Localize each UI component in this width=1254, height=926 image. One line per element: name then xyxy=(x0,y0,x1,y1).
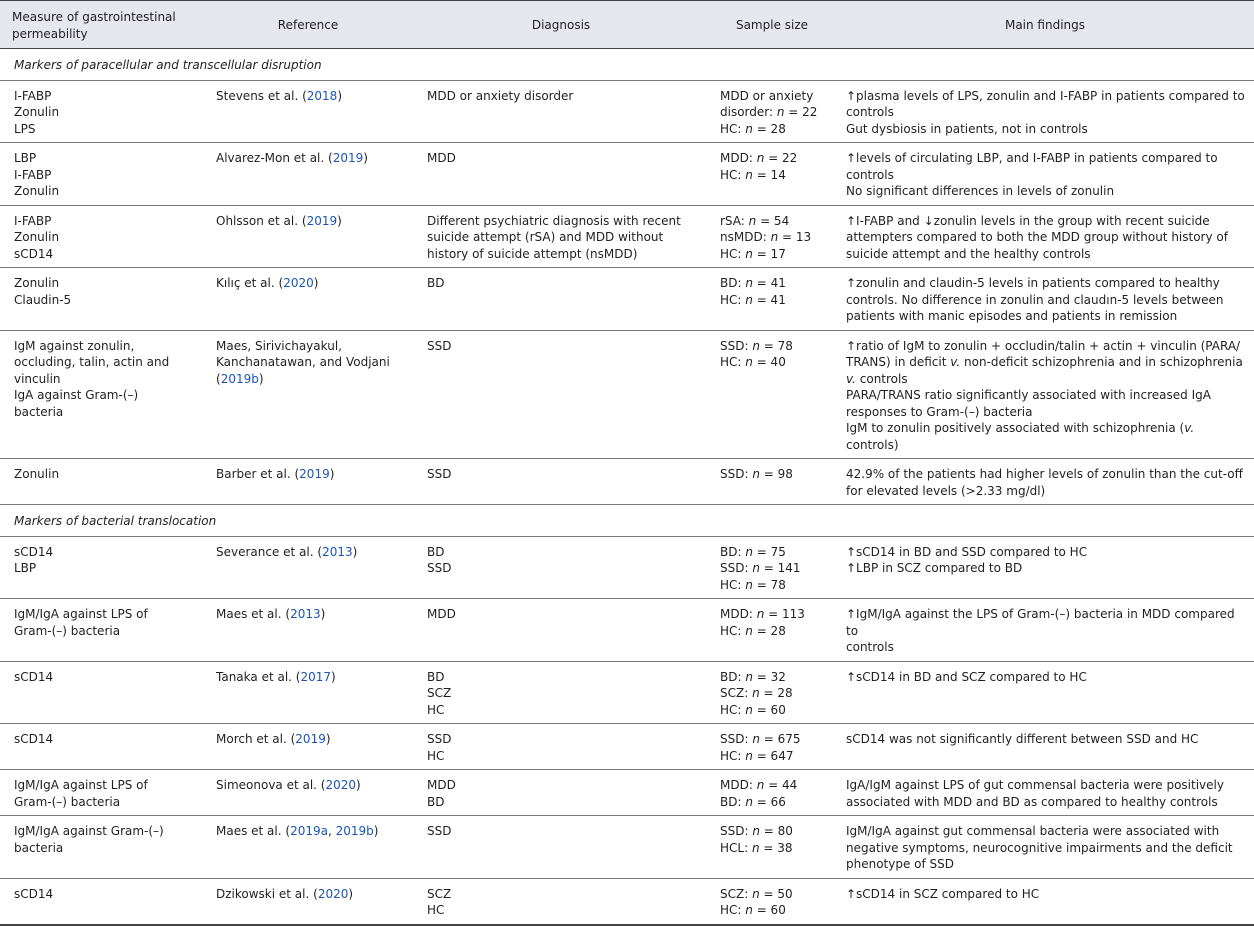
sample-line: BD: n = 66 xyxy=(720,794,786,809)
reference-citation: Morch et al. (2019) xyxy=(216,732,331,746)
diagnosis-cell xyxy=(414,661,708,724)
n-symbol: n xyxy=(756,778,765,792)
diagnosis-cell xyxy=(414,205,708,268)
reference-citation: Maes et al. (2013) xyxy=(216,607,326,621)
reference-cell xyxy=(202,816,414,879)
n-symbol: n xyxy=(745,623,753,638)
sample-size-cell xyxy=(708,205,836,268)
reference-cell xyxy=(202,459,414,505)
sample-line: SSD: n = 141 xyxy=(720,561,801,575)
sample-line: HC: n = 41 xyxy=(720,292,786,307)
reference-year-link: 2017 xyxy=(300,669,332,684)
versus-abbrev: v. xyxy=(846,371,856,386)
reference-cell xyxy=(202,205,414,268)
sample-line: nsMDD: n = 13 xyxy=(720,230,812,244)
findings-cell xyxy=(836,268,1254,331)
sample-line: SCZ: n = 28 xyxy=(720,686,793,700)
header-row xyxy=(0,1,1254,49)
measure-line: sCD14 xyxy=(14,246,54,261)
sample-line: HC: n = 28 xyxy=(720,623,786,638)
finding-line: associated with MDD and BD as compared to healthy controls xyxy=(846,794,1218,809)
diagnosis-line: HC xyxy=(427,702,445,717)
table-row xyxy=(0,878,1254,925)
measure-cell xyxy=(0,661,202,724)
measure-line: Claudin-5 xyxy=(14,292,72,307)
findings-cell xyxy=(836,536,1254,599)
findings-cell xyxy=(836,143,1254,206)
n-symbol: n xyxy=(756,607,765,621)
reference-year-link: 2020 xyxy=(283,276,314,290)
sample-line: MDD: n = 22 xyxy=(720,151,798,165)
table-row xyxy=(0,816,1254,879)
finding-line: Gut dysbiosis in patients, not in controls xyxy=(846,121,1088,136)
sample-size-cell xyxy=(708,536,836,599)
sample-size-cell xyxy=(708,330,836,459)
header-sample-size: Sample size xyxy=(708,1,836,49)
diagnosis-line: MDD xyxy=(427,151,456,165)
diagnosis-line: SSD xyxy=(427,338,452,353)
reference-year-link: 2019a xyxy=(290,824,328,838)
findings-cell xyxy=(836,661,1254,724)
finding-line: controls) xyxy=(846,437,899,452)
sample-line: MDD or anxiety xyxy=(720,88,814,103)
sample-line: HC: n = 60 xyxy=(720,702,786,717)
n-symbol: n xyxy=(745,794,753,809)
findings-cell xyxy=(836,459,1254,505)
sample-line: HC: n = 60 xyxy=(720,903,786,917)
measure-cell xyxy=(0,459,202,505)
finding-line: controls xyxy=(846,167,894,182)
reference-year-link: 2019b xyxy=(335,824,374,838)
measure-line: LBP xyxy=(14,151,37,165)
reference-citation: Maes et al. (2019a, 2019b) xyxy=(216,824,379,838)
table-row xyxy=(0,459,1254,505)
finding-line: controls xyxy=(846,640,894,654)
finding-line: ↑I-FABP and ↓zonulin levels in the group with recent suicide xyxy=(846,213,1210,228)
reference-line: Kanchanatawan, and Vodjani xyxy=(216,355,390,369)
sample-line: SSD: n = 98 xyxy=(720,467,793,481)
reference-citation: Simeonova et al. (2020) xyxy=(216,778,361,792)
diagnosis-cell xyxy=(414,536,708,599)
measure-line: sCD14 xyxy=(14,732,54,746)
reference-line: Maes, Sirivichayakul, xyxy=(216,338,342,353)
n-symbol: n xyxy=(752,686,760,700)
reference-year-link: 2013 xyxy=(322,544,353,559)
finding-line: PARA/TRANS ratio significantly associated with increased IgA xyxy=(846,388,1211,402)
header-main-findings: Main findings xyxy=(836,1,1254,49)
diagnosis-cell xyxy=(414,143,708,206)
diagnosis-line: history of suicide attempt (nsMDD) xyxy=(427,246,638,261)
diagnosis-cell xyxy=(414,878,708,925)
sample-line: HC: n = 14 xyxy=(720,167,786,182)
diagnosis-line: BD xyxy=(427,794,445,809)
n-symbol: n xyxy=(745,669,753,684)
reference-year-link: 2020 xyxy=(317,886,349,901)
n-symbol: n xyxy=(776,105,785,119)
measure-line: IgM against zonulin, xyxy=(14,338,135,353)
measure-line: I-FABP xyxy=(14,88,52,103)
sample-line: BD: n = 75 xyxy=(720,544,786,559)
finding-line: for elevated levels (>2.33 mg/dl) xyxy=(846,483,1046,498)
sample-size-cell xyxy=(708,143,836,206)
finding-line: responses to Gram-(–) bacteria xyxy=(846,404,1033,419)
reference-citation: Alvarez-Mon et al. (2019) xyxy=(216,151,368,165)
measure-line: IgM/IgA against Gram-(–) xyxy=(14,824,164,838)
measure-line: IgM/IgA against LPS of xyxy=(14,778,148,792)
measure-cell xyxy=(0,80,202,143)
section-row xyxy=(0,505,1254,537)
reference-citation: (2019b) xyxy=(216,371,264,386)
measure-line: Zonulin xyxy=(14,276,60,290)
reference-year-link: 2020 xyxy=(325,778,357,792)
sample-line: BD: n = 32 xyxy=(720,669,786,684)
n-symbol: n xyxy=(745,292,753,307)
finding-line: controls. No difference in zonulin and claudın-5 levels between xyxy=(846,292,1224,307)
measure-line: LBP xyxy=(14,561,37,575)
finding-line: sCD14 was not significantly different between SSD and HC xyxy=(846,732,1199,746)
reference-year-link: 2019 xyxy=(306,213,338,228)
sample-line: SSD: n = 675 xyxy=(720,732,801,746)
reference-cell xyxy=(202,770,414,816)
table-row xyxy=(0,205,1254,268)
n-symbol: n xyxy=(752,561,760,575)
measure-line: LPS xyxy=(14,121,36,136)
measure-line: sCD14 xyxy=(14,669,54,684)
sample-size-cell xyxy=(708,661,836,724)
sample-size-cell xyxy=(708,80,836,143)
diagnosis-line: HC xyxy=(427,903,445,917)
diagnosis-line: suicide attempt (rSA) and MDD without xyxy=(427,230,664,244)
diagnosis-cell xyxy=(414,816,708,879)
finding-line: ↑plasma levels of LPS, zonulin and I-FABP in patients compared to xyxy=(846,88,1245,103)
reference-citation: Severance et al. (2013) xyxy=(216,544,358,559)
measure-line: bacteria xyxy=(14,840,64,855)
reference-citation: Tanaka et al. (2017) xyxy=(216,669,336,684)
n-symbol: n xyxy=(751,840,760,855)
measure-cell xyxy=(0,599,202,662)
table-row xyxy=(0,268,1254,331)
measure-cell xyxy=(0,143,202,206)
measure-line: sCD14 xyxy=(14,544,54,559)
diagnosis-line: MDD xyxy=(427,778,456,792)
reference-cell xyxy=(202,268,414,331)
table-row xyxy=(0,80,1254,143)
table-row xyxy=(0,143,1254,206)
diagnosis-cell xyxy=(414,770,708,816)
finding-line: phenotype of SSD xyxy=(846,857,955,871)
reference-cell xyxy=(202,80,414,143)
sample-line: HC: n = 78 xyxy=(720,577,786,592)
measure-line: vinculin xyxy=(14,371,61,386)
sample-line: BD: n = 41 xyxy=(720,276,786,290)
sample-line: MDD: n = 113 xyxy=(720,607,805,621)
n-symbol: n xyxy=(745,121,753,136)
n-symbol: n xyxy=(756,151,765,165)
reference-year-link: 2019b xyxy=(220,371,259,386)
n-symbol: n xyxy=(745,167,753,182)
measure-line: IgA against Gram-(–) xyxy=(14,388,139,402)
diagnosis-cell xyxy=(414,80,708,143)
diagnosis-cell xyxy=(414,459,708,505)
sample-size-cell xyxy=(708,459,836,505)
reference-year-link: 2013 xyxy=(290,607,321,621)
finding-line: ↑IgM/IgA against the LPS of Gram-(–) bacteria in MDD compared to xyxy=(846,607,1235,638)
n-symbol: n xyxy=(752,886,760,901)
sample-line: HC: n = 17 xyxy=(720,246,786,261)
reference-year-link: 2019 xyxy=(299,467,330,481)
measure-cell xyxy=(0,770,202,816)
sample-line: MDD: n = 44 xyxy=(720,778,798,792)
diagnosis-cell xyxy=(414,330,708,459)
finding-line: ↑levels of circulating LBP, and I-FABP in patients compared to xyxy=(846,151,1218,165)
reference-citation: Ohlsson et al. (2019) xyxy=(216,213,342,228)
sample-line: disorder: n = 22 xyxy=(720,105,818,119)
finding-line: ↑sCD14 in SCZ compared to HC xyxy=(846,886,1040,901)
findings-cell xyxy=(836,816,1254,879)
reference-cell xyxy=(202,878,414,925)
table-row xyxy=(0,661,1254,724)
diagnosis-line: BD xyxy=(427,276,445,290)
diagnosis-line: HC xyxy=(427,748,445,763)
findings-cell xyxy=(836,599,1254,662)
n-symbol: n xyxy=(752,338,760,353)
versus-abbrev: v. xyxy=(1184,421,1195,435)
diagnosis-cell xyxy=(414,724,708,770)
diagnosis-line: SSD xyxy=(427,561,452,575)
finding-line: ↑sCD14 in BD and SCZ compared to HC xyxy=(846,669,1087,684)
reference-cell xyxy=(202,661,414,724)
measure-cell xyxy=(0,724,202,770)
reference-year-link: 2019 xyxy=(332,151,364,165)
measure-cell xyxy=(0,878,202,925)
finding-line: ↑ratio of IgM to zonulin + occludin/talin + actin + vinculin (PARA/ xyxy=(846,338,1241,353)
sample-line: SCZ: n = 50 xyxy=(720,886,793,901)
diagnosis-cell xyxy=(414,599,708,662)
n-symbol: n xyxy=(745,702,753,717)
findings-cell xyxy=(836,205,1254,268)
reference-year-link: 2019 xyxy=(295,732,326,746)
finding-line: ↑LBP in SCZ compared to BD xyxy=(846,561,1023,575)
sample-size-cell xyxy=(708,268,836,331)
diagnosis-line: SCZ xyxy=(427,886,452,901)
diagnosis-line: Different psychiatric diagnosis with recent xyxy=(427,213,681,228)
reference-citation: Barber et al. (2019) xyxy=(216,467,335,481)
findings-cell xyxy=(836,330,1254,459)
diagnosis-line: SSD xyxy=(427,467,452,481)
reference-cell xyxy=(202,724,414,770)
sample-line: HC: n = 647 xyxy=(720,748,794,763)
measure-line: I-FABP xyxy=(14,167,52,182)
reference-cell xyxy=(202,330,414,459)
table-row xyxy=(0,724,1254,770)
sample-size-cell xyxy=(708,724,836,770)
sample-line: HCL: n = 38 xyxy=(720,840,793,855)
sample-size-cell xyxy=(708,816,836,879)
table-row xyxy=(0,330,1254,459)
diagnosis-line: SCZ xyxy=(427,686,452,700)
reference-citation: Kılıç et al. (2020) xyxy=(216,276,319,290)
n-symbol: n xyxy=(745,355,753,369)
finding-line: No significant differences in levels of zonulin xyxy=(846,184,1115,198)
finding-line: v. controls xyxy=(846,371,908,386)
sample-size-cell xyxy=(708,599,836,662)
finding-line: ↑zonulin and claudin-5 levels in patients compared to healthy xyxy=(846,276,1220,290)
sample-line: SSD: n = 78 xyxy=(720,338,793,353)
n-symbol: n xyxy=(770,230,779,244)
measure-line: IgM/IgA against LPS of xyxy=(14,607,148,621)
sample-size-cell xyxy=(708,878,836,925)
n-symbol: n xyxy=(752,732,760,746)
finding-line: 42.9% of the patients had higher levels of zonulin than the cut-off xyxy=(846,467,1243,481)
measure-line: sCD14 xyxy=(14,886,54,901)
findings-cell xyxy=(836,724,1254,770)
finding-line: IgA/IgM against LPS of gut commensal bacteria were positively xyxy=(846,778,1224,792)
measure-line: Zonulin xyxy=(14,184,60,198)
measure-cell xyxy=(0,330,202,459)
sample-size-cell xyxy=(708,770,836,816)
diagnosis-cell xyxy=(414,268,708,331)
diagnosis-line: MDD xyxy=(427,607,456,621)
finding-line: ↑sCD14 in BD and SSD compared to HC xyxy=(846,544,1088,559)
sample-line: SSD: n = 80 xyxy=(720,824,793,838)
measure-cell xyxy=(0,816,202,879)
measure-cell xyxy=(0,268,202,331)
finding-line: controls xyxy=(846,105,894,119)
reference-cell xyxy=(202,143,414,206)
diagnosis-line: BD xyxy=(427,669,445,684)
section-title: Markers of bacterial translocation xyxy=(0,505,1254,537)
n-symbol: n xyxy=(745,544,753,559)
finding-line: IgM/IgA against gut commensal bacteria were associated with xyxy=(846,824,1220,838)
findings-cell xyxy=(836,80,1254,143)
reference-citation: Stevens et al. (2018) xyxy=(216,88,342,103)
measure-line: Gram-(–) bacteria xyxy=(14,623,121,638)
measure-line: bacteria xyxy=(14,404,64,419)
table-row xyxy=(0,770,1254,816)
measure-line: Zonulin xyxy=(14,467,60,481)
n-symbol: n xyxy=(745,577,753,592)
finding-line: IgM to zonulin positively associated with schizophrenia (v. xyxy=(846,421,1195,435)
section-title: Markers of paracellular and transcellular disruption xyxy=(0,49,1254,81)
reference-citation: Dzikowski et al. (2020) xyxy=(216,886,354,901)
sample-line: HC: n = 28 xyxy=(720,121,786,136)
findings-cell xyxy=(836,878,1254,925)
measure-line: I-FABP xyxy=(14,213,52,228)
measure-line: occluding, talin, actin and xyxy=(14,355,170,369)
measure-line: Zonulin xyxy=(14,230,60,244)
n-symbol: n xyxy=(745,276,753,290)
diagnosis-line: MDD or anxiety disorder xyxy=(427,88,574,103)
n-symbol: n xyxy=(745,748,753,763)
header-diagnosis: Diagnosis xyxy=(414,1,708,49)
diagnosis-line: BD xyxy=(427,544,445,559)
reference-year-link: 2018 xyxy=(306,88,338,103)
table-row xyxy=(0,599,1254,662)
measure-line: Gram-(–) bacteria xyxy=(14,794,121,809)
n-symbol: n xyxy=(752,467,760,481)
diagnosis-line: SSD xyxy=(427,824,452,838)
reference-cell xyxy=(202,599,414,662)
sample-line: rSA: n = 54 xyxy=(720,213,790,228)
measure-line: Zonulin xyxy=(14,105,60,119)
measure-cell xyxy=(0,205,202,268)
versus-abbrev: v. xyxy=(950,355,961,369)
n-symbol: n xyxy=(745,246,753,261)
finding-line: patients with manic episodes and patients in remission xyxy=(846,309,1178,323)
n-symbol: n xyxy=(752,824,760,838)
reference-cell xyxy=(202,536,414,599)
n-symbol: n xyxy=(745,903,753,917)
findings-cell xyxy=(836,770,1254,816)
section-row xyxy=(0,49,1254,81)
finding-line: suicide attempt and the healthy controls xyxy=(846,246,1091,261)
finding-line: negative symptoms, neurocognitive impairments and the deficit xyxy=(846,840,1233,855)
finding-line: attempters compared to both the MDD group without history of xyxy=(846,230,1228,244)
header-measure: Measure of gastrointestinal permeability xyxy=(0,1,202,49)
n-symbol: n xyxy=(748,213,757,228)
diagnosis-line: SSD xyxy=(427,732,452,746)
sample-line: HC: n = 40 xyxy=(720,355,786,369)
header-reference: Reference xyxy=(202,1,414,49)
table-row xyxy=(0,536,1254,599)
measure-cell xyxy=(0,536,202,599)
finding-line: TRANS) in deficit v. non-deficit schizophrenia and in schizophrenia xyxy=(846,355,1243,369)
